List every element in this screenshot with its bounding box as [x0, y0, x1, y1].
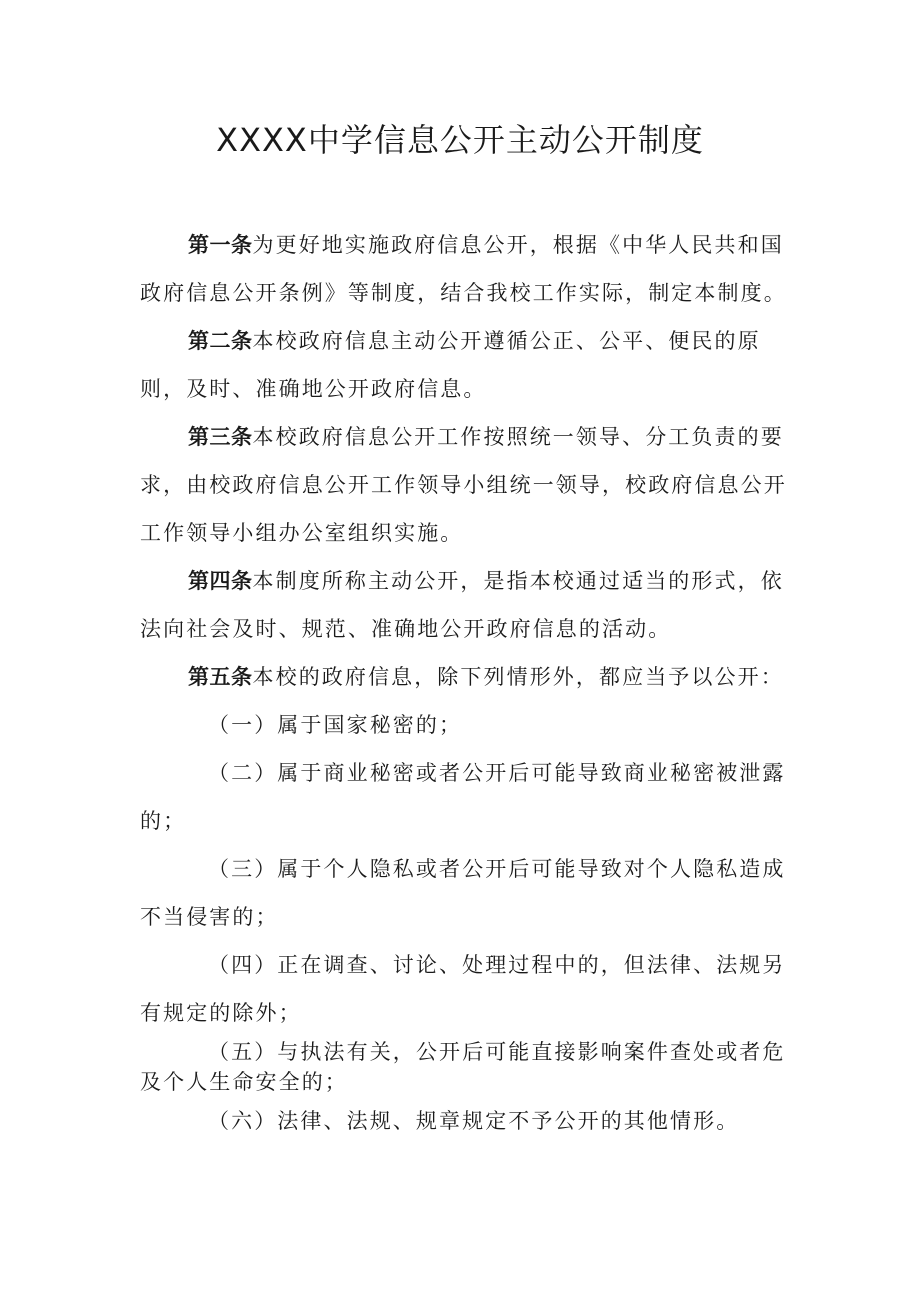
article-5-label: 第五条 — [188, 665, 253, 689]
exception-item-4: （四）正在调查、讨论、处理过程中的，但法律、法规另有规定的除外； — [140, 953, 786, 1025]
document-body — [140, 221, 788, 1145]
exception-item-6: （六）法律、法规、规章规定不予公开的其他情形。 — [208, 1109, 740, 1133]
exception-item-1: （一）属于国家秘密的； — [208, 713, 463, 737]
article-1 — [140, 221, 788, 317]
article-3-label: 第三条 — [188, 425, 253, 449]
article-2-text: 本校政府信息主动公开遵循公正、公平、便民的原则，及时、准确地公开政府信息。 — [140, 329, 761, 401]
article-2 — [140, 317, 788, 413]
exception-item-2: （二）属于商业秘密或者公开后可能导致商业秘密被泄露的； — [140, 761, 786, 833]
exception-item-5: （五）与执法有关，公开后可能直接影响案件查处或者危及个人生命安全的； — [140, 1040, 786, 1094]
article-1-text: 为更好地实施政府信息公开，根据《中华人民共和国政府信息公开条例》等制度，结合我校工作实际，制定本制度。 — [140, 233, 787, 305]
article-5-text: 本校的政府信息，除下列情形外，都应当予以公开： — [252, 665, 784, 689]
article-2-label: 第二条 — [188, 329, 253, 353]
article-1-label: 第一条 — [188, 233, 253, 257]
article-3 — [140, 413, 788, 557]
document-title: XXXX中学信息公开主动公开制度 — [216, 121, 704, 159]
article-4-text: 本制度所称主动公开，是指本校通过适当的形式，依法向社会及时、规范、准确地公开政府信息的活动。 — [140, 569, 784, 641]
article-4-label: 第四条 — [188, 569, 253, 593]
article-3-text: 本校政府信息公开工作按照统一领导、分工负责的要求，由校政府信息公开工作领导小组统一领导，校政府信息公开工作领导小组办公室组织实施。 — [140, 425, 787, 545]
exception-item-3: （三）属于个人隐私或者公开后可能导致对个人隐私造成不当侵害的； — [140, 857, 786, 929]
article-5 — [140, 653, 788, 701]
article-4 — [140, 557, 788, 653]
